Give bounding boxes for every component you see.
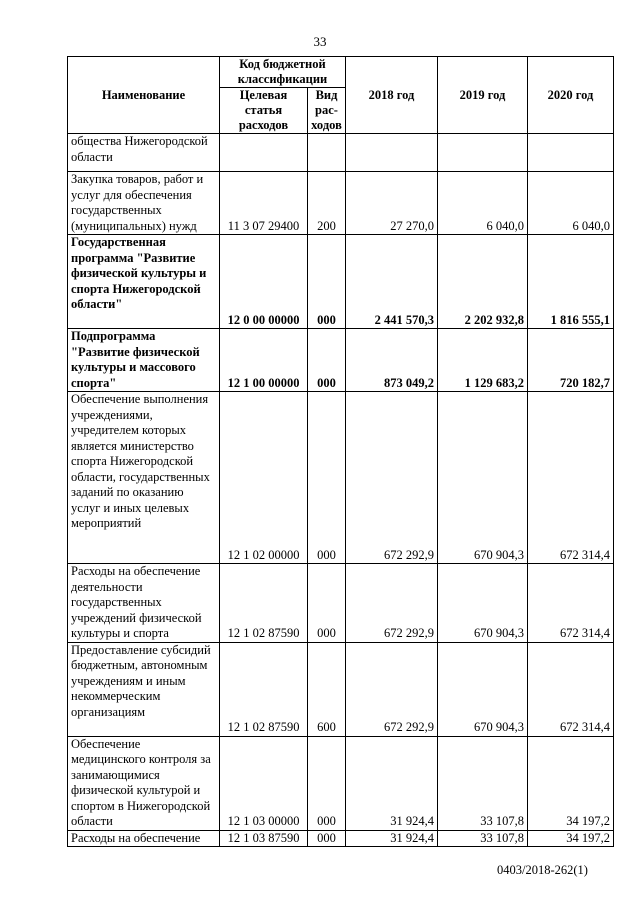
row-name: Государственная программа "Развитие физической культуры и спорта Нижегородской области"	[68, 235, 220, 329]
row-name: Закупка товаров, работ и услуг для обеспечения государственных (муниципальных) нужд	[68, 172, 220, 235]
row-value-2020: 720 182,7	[528, 329, 614, 392]
row-value-2020	[528, 134, 614, 172]
header-2019: 2019 год	[438, 57, 528, 134]
row-target-code: 12 0 00 00000	[220, 235, 308, 329]
row-target-code: 11 3 07 29400	[220, 172, 308, 235]
table-row	[68, 830, 614, 847]
header-kbk: Код бюджетной классификации	[220, 57, 346, 88]
table-row	[68, 564, 614, 643]
row-value-2018: 672 292,9	[346, 392, 438, 564]
row-value-2019: 1 129 683,2	[438, 329, 528, 392]
row-value-2019: 6 040,0	[438, 172, 528, 235]
row-value-2018: 672 292,9	[346, 642, 438, 736]
row-name: Предоставление субсидий бюджетным, автономным учреждениям и иным некоммерческим организациям	[68, 642, 220, 736]
row-target-code: 12 1 02 00000	[220, 392, 308, 564]
row-expense-type: 000	[308, 329, 346, 392]
header-2020: 2020 год	[528, 57, 614, 134]
row-target-code: 12 1 02 87590	[220, 642, 308, 736]
row-value-2018: 672 292,9	[346, 564, 438, 643]
row-name: Расходы на обеспечение деятельности государственных учреждений физической культуры и спорта	[68, 564, 220, 643]
row-value-2019: 33 107,8	[438, 830, 528, 847]
budget-table	[67, 56, 614, 847]
row-value-2018	[346, 134, 438, 172]
table-row	[68, 134, 614, 172]
header-2018: 2018 год	[346, 57, 438, 134]
row-value-2019: 670 904,3	[438, 392, 528, 564]
row-name: Подпрограмма "Развитие физической культуры и массового спорта"	[68, 329, 220, 392]
row-value-2019: 33 107,8	[438, 736, 528, 830]
page-number: 33	[313, 34, 327, 49]
row-name: Обеспечение выполнения учреждениями, учредителем которых является министерство спорта Нижегородской области, государственных заданий по оказанию услуг и иных целевых мероприятий	[68, 392, 220, 564]
row-target-code: 12 1 03 00000	[220, 736, 308, 830]
row-expense-type: 000	[308, 235, 346, 329]
row-target-code: 12 1 02 87590	[220, 564, 308, 643]
header-name: Наименование	[68, 57, 220, 134]
row-value-2019	[438, 134, 528, 172]
row-target-code: 12 1 03 87590	[220, 830, 308, 847]
table-row	[68, 392, 614, 564]
table-row	[68, 736, 614, 830]
row-value-2019: 670 904,3	[438, 642, 528, 736]
row-value-2018: 2 441 570,3	[346, 235, 438, 329]
header-target-article: Целевая статья расходов	[220, 88, 308, 134]
table-row	[68, 642, 614, 736]
row-value-2020: 34 197,2	[528, 736, 614, 830]
row-name: Расходы на обеспечение	[68, 830, 220, 847]
row-name: Обеспечение медицинского контроля за занимающимися физической культурой и спортом в Нижегородской области	[68, 736, 220, 830]
row-target-code: 12 1 00 00000	[220, 329, 308, 392]
row-value-2020: 1 816 555,1	[528, 235, 614, 329]
row-value-2018: 31 924,4	[346, 736, 438, 830]
header-expense-type: Вид рас- ходов	[308, 88, 346, 134]
row-value-2020: 672 314,4	[528, 642, 614, 736]
row-expense-type: 000	[308, 830, 346, 847]
document-code: 0403/2018-262(1)	[497, 863, 588, 877]
row-value-2020: 672 314,4	[528, 392, 614, 564]
row-value-2019: 670 904,3	[438, 564, 528, 643]
row-value-2018: 31 924,4	[346, 830, 438, 847]
row-expense-type	[308, 134, 346, 172]
row-target-code	[220, 134, 308, 172]
row-name: общества Нижегородской области	[68, 134, 220, 172]
table-row	[68, 172, 614, 235]
row-expense-type: 600	[308, 642, 346, 736]
table-row	[68, 235, 614, 329]
row-value-2020: 672 314,4	[528, 564, 614, 643]
row-value-2020: 6 040,0	[528, 172, 614, 235]
row-expense-type: 000	[308, 564, 346, 643]
row-value-2019: 2 202 932,8	[438, 235, 528, 329]
row-expense-type: 200	[308, 172, 346, 235]
table-row	[68, 329, 614, 392]
row-value-2018: 27 270,0	[346, 172, 438, 235]
row-value-2018: 873 049,2	[346, 329, 438, 392]
row-value-2020: 34 197,2	[528, 830, 614, 847]
row-expense-type: 000	[308, 392, 346, 564]
row-expense-type: 000	[308, 736, 346, 830]
